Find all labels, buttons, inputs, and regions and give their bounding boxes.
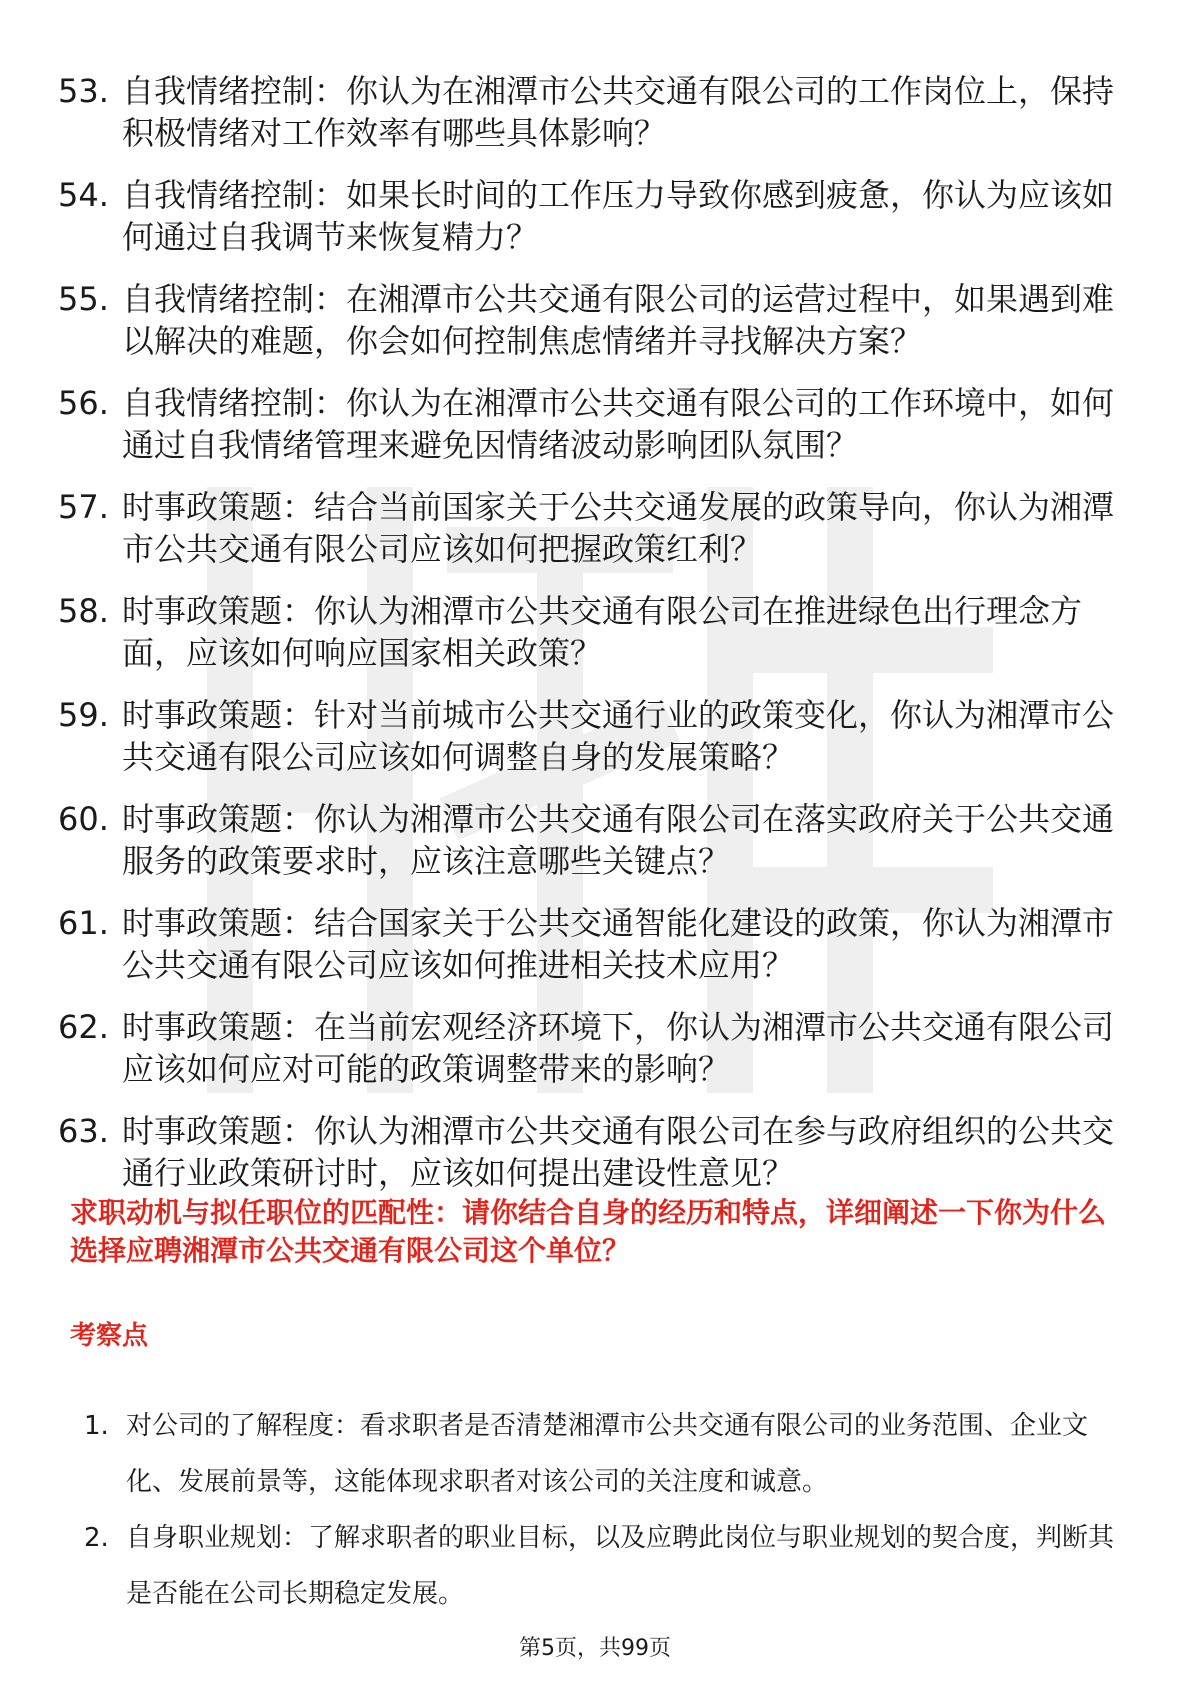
assessment-point-text: 对公司的了解程度：看求职者是否清楚湘潭市公共交通有限公司的业务范围、企业文化、发展前景等，这能体现求职者对该公司的关注度和诚意。 — [126, 1411, 1089, 1497]
question-item — [58, 902, 1118, 986]
question-text: 时事政策题：你认为湘潭市公共交通有限公司在参与政府组织的公共交通行业政策研讨时，应该如何提出建设性意见？ — [122, 1112, 1115, 1192]
question-item — [58, 382, 1118, 466]
assessment-point — [84, 1398, 1114, 1510]
question-text: 时事政策题：你认为湘潭市公共交通有限公司在落实政府关于公共交通服务的政策要求时，应该注意哪些关键点？ — [122, 800, 1115, 880]
question-number: 60. — [58, 800, 109, 838]
question-number: 61. — [58, 904, 109, 942]
question-list — [58, 70, 1118, 1214]
question-item — [58, 798, 1118, 882]
assessment-point-number: 2. — [84, 1523, 109, 1553]
question-item — [58, 694, 1118, 778]
question-text: 时事政策题：结合当前国家关于公共交通发展的政策导向，你认为湘潭市公共交通有限公司应该如何把握政策红利？ — [122, 488, 1115, 568]
question-number: 55. — [58, 280, 109, 318]
page-footer: 第5页，共99页 — [519, 1636, 671, 1661]
question-number: 56. — [58, 384, 109, 422]
question-text: 自我情绪控制：如果长时间的工作压力导致你感到疲惫，你认为应该如何通过自我调节来恢复精力？ — [122, 176, 1115, 256]
question-number: 62. — [58, 1008, 109, 1046]
assessment-points-list — [84, 1398, 1114, 1622]
question-text: 自我情绪控制：你认为在湘潭市公共交通有限公司的工作岗位上，保持积极情绪对工作效率有哪些具体影响？ — [122, 72, 1115, 152]
question-text: 自我情绪控制：在湘潭市公共交通有限公司的运营过程中，如果遇到难以解决的难题，你会如何控制焦虑情绪并寻找解决方案？ — [122, 280, 1115, 360]
section-heading: 求职动机与拟任职位的匹配性：请你结合自身的经历和特点，详细阐述一下你为什么选择应聘湘潭市公共交通有限公司这个单位？ — [70, 1196, 1107, 1267]
question-item — [58, 278, 1118, 362]
question-number: 54. — [58, 176, 109, 214]
question-number: 63. — [58, 1112, 109, 1150]
question-number: 57. — [58, 488, 109, 526]
question-text: 时事政策题：结合国家关于公共交通智能化建设的政策，你认为湘潭市公共交通有限公司应该如何推进相关技术应用？ — [122, 904, 1115, 984]
question-item — [58, 1006, 1118, 1090]
assessment-points-heading: 考察点 — [70, 1321, 149, 1351]
question-item — [58, 174, 1118, 258]
question-number: 53. — [58, 72, 109, 110]
question-item — [58, 70, 1118, 154]
question-number: 58. — [58, 592, 109, 630]
question-item — [58, 486, 1118, 570]
question-text: 自我情绪控制：你认为在湘潭市公共交通有限公司的工作环境中，如何通过自我情绪管理来避免因情绪波动影响团队氛围？ — [122, 384, 1115, 464]
question-text: 时事政策题：针对当前城市公共交通行业的政策变化，你认为湘潭市公共交通有限公司应该如何调整自身的发展策略？ — [122, 696, 1115, 776]
question-number: 59. — [58, 696, 109, 734]
question-item — [58, 590, 1118, 674]
question-item — [58, 1110, 1118, 1194]
assessment-point — [84, 1510, 1114, 1622]
question-text: 时事政策题：你认为湘潭市公共交通有限公司在推进绿色出行理念方面，应该如何响应国家相关政策？ — [122, 592, 1083, 672]
assessment-point-number: 1. — [84, 1411, 109, 1441]
assessment-point-text: 自身职业规划：了解求职者的职业目标，以及应聘此岗位与职业规划的契合度，判断其是否能在公司长期稳定发展。 — [126, 1523, 1115, 1609]
question-text: 时事政策题：在当前宏观经济环境下，你认为湘潭市公共交通有限公司应该如何应对可能的政策调整带来的影响？ — [122, 1008, 1115, 1088]
